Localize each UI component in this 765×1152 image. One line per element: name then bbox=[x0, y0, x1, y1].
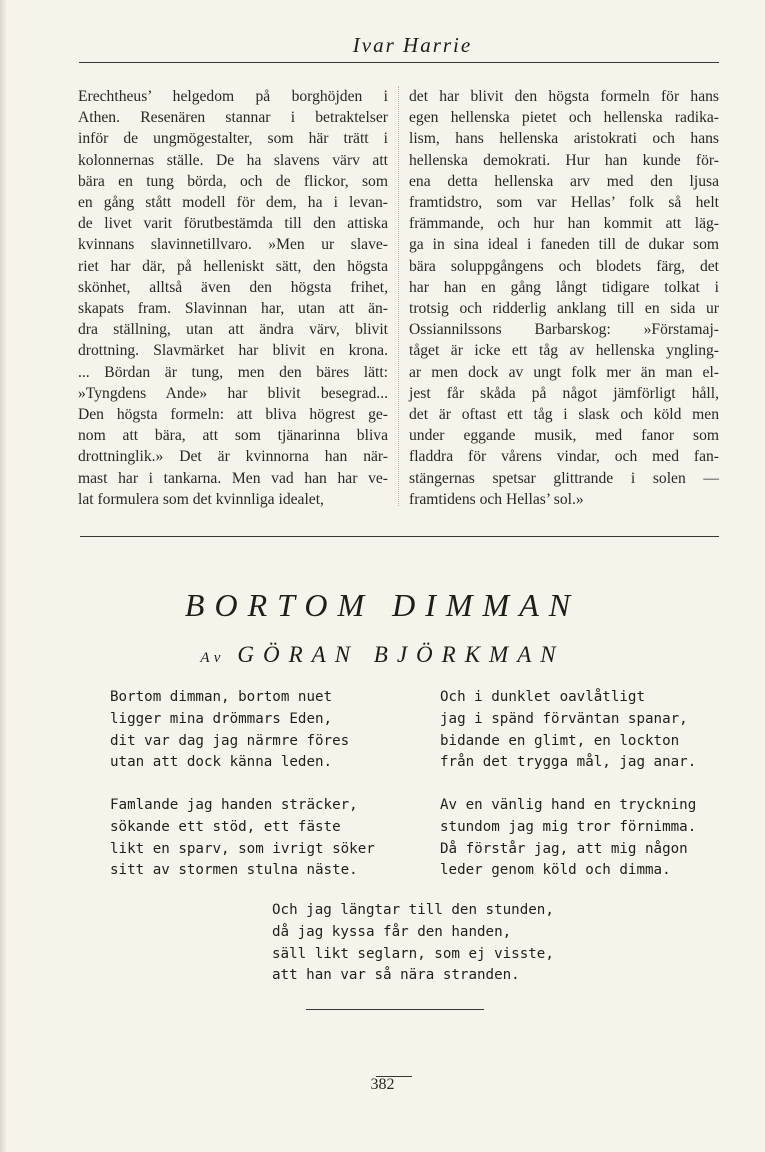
verse-line: bidande en glimt, en lockton bbox=[440, 732, 680, 749]
verse-line: jag i spänd förväntan spanar, bbox=[440, 710, 688, 727]
poem-end-rule bbox=[306, 1009, 484, 1010]
poem-stanza-5 bbox=[272, 900, 554, 987]
poem-stanza-2 bbox=[110, 795, 375, 882]
verse-line: likt en sparv, som ivrigt söker bbox=[110, 840, 375, 857]
text-line: kvinnans slavinnetillvaro. »Men ur slave- bbox=[78, 236, 388, 254]
text-line: mast har i tankarna. Men vad han har ve- bbox=[78, 469, 388, 487]
verse-line: säll likt seglarn, som ej visste, bbox=[272, 945, 554, 962]
text-line: inför de ungmögestalter, som här trätt i bbox=[78, 130, 388, 148]
text-line: främmande, och hur han kommit att läg- bbox=[409, 215, 719, 233]
text-line: Ossiannilssons Barbarskog: »Förstamaj- bbox=[409, 321, 719, 339]
column-divider bbox=[398, 86, 399, 506]
text-line: stängernas spetsar glittrande i solen — bbox=[409, 469, 719, 487]
verse-line: Famlande jag handen sträcker, bbox=[110, 797, 358, 813]
verse-line: sitt av stormen stulna näste. bbox=[110, 862, 358, 879]
verse-line: att han var så nära stranden. bbox=[272, 967, 520, 984]
article-right-column bbox=[409, 86, 719, 510]
verse-line: stundom jag mig tror förnimma. bbox=[440, 818, 697, 835]
verse-line: från det trygga mål, jag anar. bbox=[440, 754, 697, 771]
text-line: tåget är icke ett tåg av hellenska yngling- bbox=[409, 342, 719, 360]
page-number: 382 bbox=[370, 1076, 395, 1093]
poem-stanza-3 bbox=[440, 687, 696, 774]
text-line: det är oftast ett tåg i slask och köld men bbox=[409, 406, 719, 424]
text-line: drottning. Slavmärket har blivit en krona. bbox=[78, 342, 388, 360]
poem-title: BORTOM DIMMAN bbox=[184, 587, 581, 623]
text-line: framtidstro, som var Hellas’ folk så helt bbox=[409, 194, 719, 212]
header-rule bbox=[79, 62, 719, 63]
text-line: Den högsta formeln: att bliva högrest ge- bbox=[78, 406, 388, 424]
verse-line: leder genom köld och dimma. bbox=[440, 862, 671, 879]
verse-line: Och i dunklet oavlåtligt bbox=[440, 689, 645, 705]
text-line: ga in sina ideal i faneden till de dukar som bbox=[409, 236, 719, 254]
text-line: kolonnernas ställe. De ha slavens värv att bbox=[78, 151, 388, 169]
text-line: egen hellenska pietet och hellenska radika- bbox=[409, 109, 719, 127]
text-line: jest får skåda på något jämförligt håll, bbox=[409, 384, 719, 402]
verse-line: ligger mina drömmars Eden, bbox=[110, 710, 333, 727]
poem-author: GÖRAN BJÖRKMAN bbox=[237, 642, 565, 667]
text-line: Athen. Resenären stannar i betraktelser bbox=[78, 109, 388, 127]
article-left-column bbox=[78, 86, 388, 510]
text-line: ena detta hellenska arv med den ljusa bbox=[409, 172, 719, 190]
text-line: de livet varit förutbestämda till den attiska bbox=[78, 215, 388, 233]
text-line: fladdra för vårens vindar, och med fan- bbox=[409, 448, 719, 466]
text-line: Erechtheus’ helgedom på borghöjden i bbox=[78, 88, 388, 105]
verse-line: sökande ett stöd, ett fäste bbox=[110, 818, 341, 835]
text-line: nom att bära, att som tjänarinna bliva bbox=[78, 427, 388, 445]
text-line: ar men dock av ungt folk mer än man el- bbox=[409, 363, 719, 381]
text-line: trotsig och ridderlig anklang till en sida ur bbox=[409, 300, 719, 318]
text-line: riet har där, på helleniskt sätt, den högsta bbox=[78, 257, 388, 275]
section-rule bbox=[80, 536, 719, 537]
text-line: lism, hans hellenska aristokrati och hans bbox=[409, 130, 719, 148]
text-line: det har blivit den högsta formeln för hans bbox=[409, 88, 719, 105]
text-line: skapats fram. Slavinnan har, utan att än- bbox=[78, 300, 388, 318]
poem-stanza-4 bbox=[440, 795, 696, 882]
text-line: bära soluppgångens och blodets färg, det bbox=[409, 257, 719, 275]
verse-line: Av en vänlig hand en tryckning bbox=[440, 797, 697, 813]
poem-byline bbox=[0, 642, 765, 668]
text-line: under eggande musik, med fanor som bbox=[409, 427, 719, 445]
verse-line: då jag kyssa får den handen, bbox=[272, 923, 512, 940]
text-line: dra ställning, utan att ändra värv, blivit bbox=[78, 321, 388, 339]
verse-line: dit var dag jag närmre föres bbox=[110, 732, 350, 749]
verse-line: utan att dock känna leden. bbox=[110, 754, 333, 771]
text-line: bära en tung börda, och de flickor, som bbox=[78, 172, 388, 190]
page-edge bbox=[0, 0, 7, 1152]
poem-stanza-1 bbox=[110, 687, 349, 774]
verse-line: Då förstår jag, att mig någon bbox=[440, 840, 688, 857]
text-line: drottninglik.» Det är kvinnorna han när- bbox=[78, 448, 388, 466]
verse-line: Bortom dimman, bortom nuet bbox=[110, 689, 333, 705]
verse-line: Och jag längtar till den stunden, bbox=[272, 902, 554, 918]
text-line: ... Bördan är tung, men den bäres lätt: bbox=[78, 363, 388, 381]
text-line: en gång stått modell för dem, ha i levan- bbox=[78, 194, 388, 212]
byline-prefix: Av bbox=[200, 650, 226, 666]
text-line: framtidens och Hellas’ sol.» bbox=[409, 490, 584, 508]
text-line: »Tyngdens Ande» har blivit besegrad... bbox=[78, 384, 388, 402]
text-line: har han en gång långt tidigare tolkat i bbox=[409, 278, 719, 296]
running-header-author: Ivar Harrie bbox=[352, 33, 473, 57]
text-line: hellenska demokrati. Hur han kunde för- bbox=[409, 151, 719, 169]
text-line: skönhet, alltså även den högsta frihet, bbox=[78, 278, 388, 296]
text-line: lat formulera som det kvinnliga idealet, bbox=[78, 490, 324, 508]
